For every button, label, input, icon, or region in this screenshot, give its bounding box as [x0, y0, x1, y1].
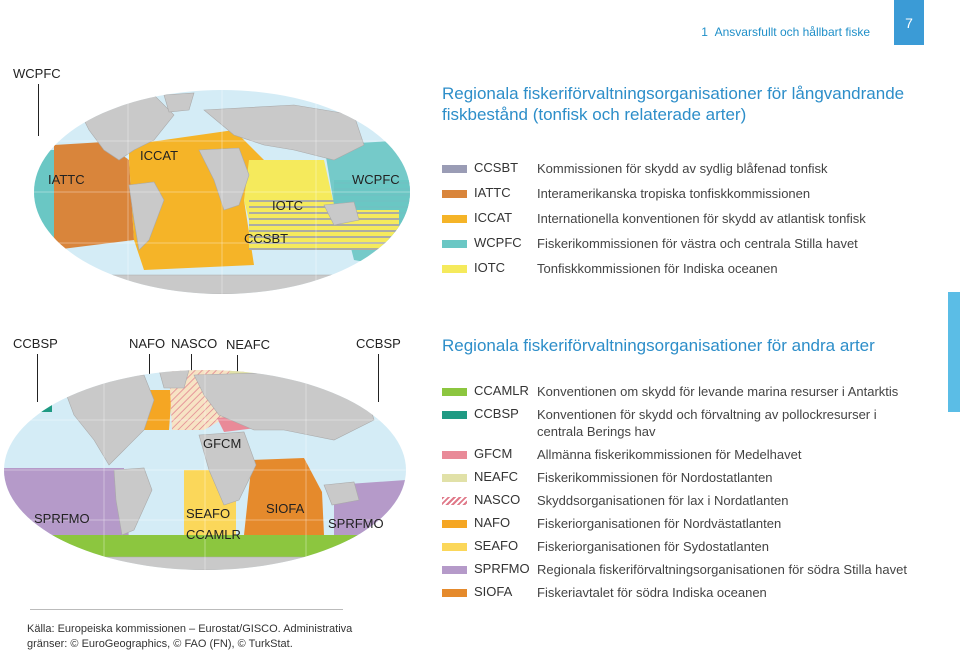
tuna-legend	[442, 160, 942, 285]
legend-swatch	[442, 589, 467, 597]
label-iattc: IATTC	[48, 172, 85, 187]
legend-item	[442, 515, 942, 532]
legend-item	[442, 235, 942, 260]
legend-code: NAFO	[474, 515, 511, 530]
legend-item	[442, 538, 942, 555]
legend-swatch	[442, 411, 467, 419]
section-number: 1	[701, 25, 708, 39]
label-iotc: IOTC	[272, 198, 304, 213]
legend-swatch	[442, 240, 467, 248]
legend-code: IATTC	[474, 185, 511, 200]
legend-item	[442, 260, 942, 285]
legend-swatch	[442, 451, 467, 459]
legend-description: Regionala fiskeriförvaltningsorganisationen för södra Stilla havet	[537, 562, 907, 577]
page-number: 7	[894, 0, 924, 45]
legend-code: NEAFC	[474, 469, 519, 484]
legend-swatch	[442, 497, 467, 505]
legend-code: NASCO	[474, 492, 521, 507]
label-gfcm: GFCM	[203, 436, 242, 451]
section-title: Ansvarsfullt och hållbart fiske	[714, 25, 870, 39]
source-label: Källa:	[27, 623, 55, 635]
legend-item	[442, 406, 942, 440]
legend-code: SPRFMO	[474, 561, 530, 576]
legend-swatch	[442, 190, 467, 198]
legend-description: Allmänna fiskerikommissionen för Medelhavet	[537, 447, 802, 462]
other-legend	[442, 383, 942, 607]
legend-code: SEAFO	[474, 538, 519, 553]
label-neafc: NEAFC	[226, 337, 271, 352]
legend-item	[442, 446, 942, 463]
legend-item	[442, 160, 942, 185]
legend-swatch	[442, 388, 467, 396]
label-ccamlr: CCAMLR	[186, 527, 241, 542]
source-note	[27, 622, 357, 652]
legend-code: CCSBT	[474, 160, 519, 175]
legend-code: IOTC	[474, 260, 506, 275]
label-nasco: NASCO	[171, 336, 218, 351]
legend-description: Fiskeriavtalet för södra Indiska oceanen	[537, 585, 767, 600]
legend-swatch	[442, 165, 467, 173]
label-siofa: SIOFA	[266, 501, 305, 516]
label-wcpfc-top: WCPFC	[13, 66, 61, 81]
legend-swatch	[442, 566, 467, 574]
legend-swatch	[442, 265, 467, 273]
legend-description: Fiskeriorganisationen för Nordvästatlanten	[537, 516, 782, 531]
legend-code: CCAMLR	[474, 383, 529, 398]
source-text: Europeiska kommissionen – Eurostat/GISCO. Administrativa gränser: © EuroGeographics, © FAO (FN), © TurkStat.	[27, 623, 353, 650]
legend-swatch	[442, 520, 467, 528]
legend-item	[442, 469, 942, 486]
legend-description: Tonfiskkommissionen för Indiska oceanen	[537, 261, 778, 276]
label-seafo: SEAFO	[186, 506, 231, 521]
legend-description: Fiskerikommissionen för Nordostatlanten	[537, 470, 773, 485]
tuna-rfmo-map	[34, 90, 410, 294]
label-sprfmo-left: SPRFMO	[34, 511, 90, 526]
label-ccsbt: CCSBT	[244, 231, 289, 246]
legend-code: CCBSP	[474, 406, 519, 421]
legend-swatch	[442, 474, 467, 482]
legend-description: Fiskerikommissionen för västra och centrala Stilla havet	[537, 236, 858, 251]
legend-description: Kommissionen för skydd av sydlig blåfenad tonfisk	[537, 161, 828, 176]
legend-description: Konventionen för skydd och förvaltning av pollockresurser i centrala Berings hav	[537, 407, 877, 439]
label-nafo: NAFO	[129, 336, 166, 351]
legend-swatch	[442, 215, 467, 223]
legend-code: SIOFA	[474, 584, 513, 599]
legend-item	[442, 492, 942, 509]
legend-item	[442, 561, 942, 578]
section-header	[701, 25, 870, 39]
label-ccbsp-right: CCBSP	[356, 336, 401, 351]
other-section-title: Regionala fiskeriförvaltningsorganisationer för andra arter	[442, 336, 875, 355]
legend-item	[442, 210, 942, 235]
legend-code: ICCAT	[474, 210, 513, 225]
legend-description: Konventionen om skydd för levande marina resurser i Antarktis	[537, 384, 899, 399]
legend-code: GFCM	[474, 446, 513, 461]
side-tab	[948, 292, 960, 412]
label-ccbsp-left: CCBSP	[13, 336, 58, 351]
divider	[30, 609, 343, 610]
label-wcpfc-map: WCPFC	[352, 172, 400, 187]
tuna-section-title: Regionala fiskeriförvaltningsorganisationer för långvandrande fiskbestånd (tonfisk och relaterade arter)	[442, 84, 905, 124]
legend-description: Internationella konventionen för skydd av atlantisk tonfisk	[537, 211, 866, 226]
label-iccat: ICCAT	[140, 148, 179, 163]
legend-description: Fiskeriorganisationen för Sydostatlanten	[537, 539, 769, 554]
legend-code: WCPFC	[474, 235, 522, 250]
label-sprfmo-right: SPRFMO	[328, 516, 384, 531]
legend-item	[442, 584, 942, 601]
legend-item	[442, 185, 942, 210]
legend-swatch	[442, 543, 467, 551]
legend-item	[442, 383, 942, 400]
legend-description: Interamerikanska tropiska tonfiskkommissionen	[537, 186, 811, 201]
legend-description: Skyddsorganisationen för lax i Nordatlanten	[537, 493, 789, 508]
